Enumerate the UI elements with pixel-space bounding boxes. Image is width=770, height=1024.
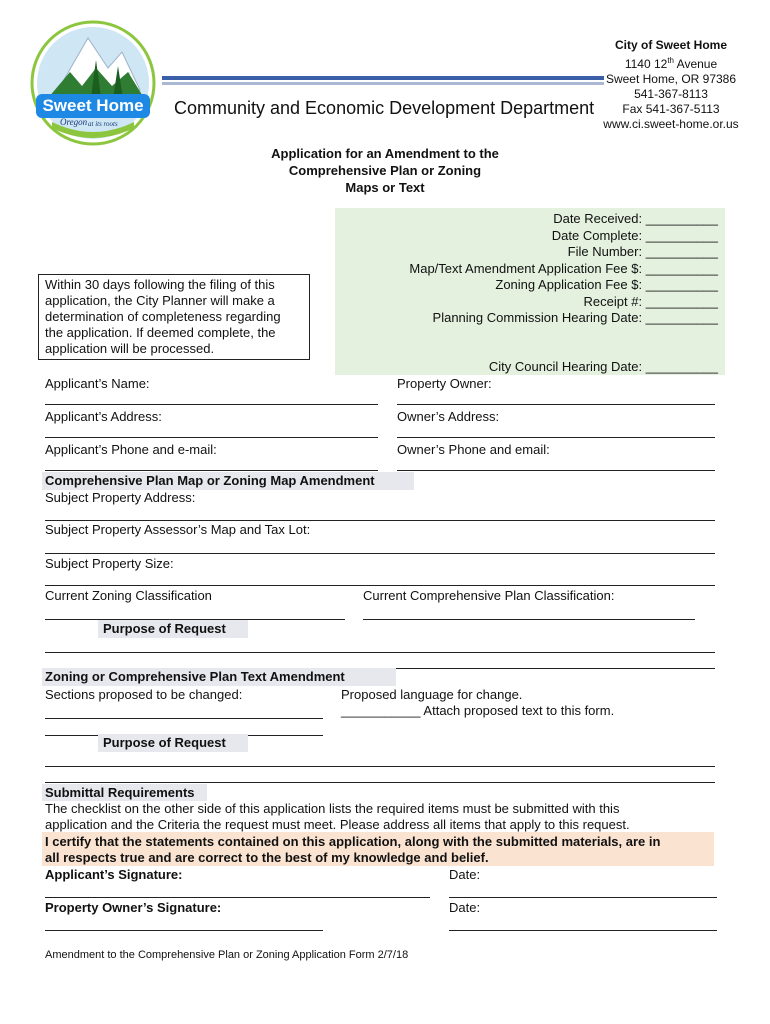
- city-logo: [30, 20, 156, 146]
- zoning-fee-field[interactable]: Zoning Application Fee $: __________: [495, 277, 718, 292]
- certification-line-1: I certify that the statements contained on this application, along with the submitted materials, are in: [45, 834, 661, 849]
- fax-number: Fax 541-367-5113: [622, 102, 720, 116]
- property-size-label: Subject Property Size:: [45, 556, 174, 571]
- submittal-heading: Submittal Requirements: [45, 785, 195, 800]
- department-title: Community and Economic Development Department: [174, 98, 595, 118]
- current-plan-line[interactable]: [363, 619, 695, 620]
- purpose-line-2a[interactable]: [45, 766, 715, 767]
- owner-line[interactable]: [397, 404, 715, 405]
- owner-address-line[interactable]: [397, 437, 715, 438]
- header-rule: [162, 76, 604, 80]
- phone-number: 541-367-8113: [634, 87, 708, 101]
- street-address: 1140 12th Avenue: [624, 56, 718, 71]
- map-text-fee-field[interactable]: Map/Text Amendment Application Fee $: __________: [409, 261, 718, 276]
- applicant-name-line[interactable]: [45, 404, 378, 405]
- applicant-signature-line[interactable]: [45, 897, 430, 898]
- date-line-2[interactable]: [449, 930, 717, 931]
- city-address-block: [596, 38, 746, 132]
- header-rule-light: [162, 82, 604, 85]
- website[interactable]: www.ci.sweet-home.or.us: [603, 117, 739, 131]
- current-zoning-label: Current Zoning Classification: [45, 588, 212, 603]
- subject-address-line[interactable]: [45, 520, 715, 521]
- planning-hearing-field[interactable]: Planning Commission Hearing Date: __________: [432, 310, 718, 325]
- footer-text: Amendment to the Comprehensive Plan or Zoning Application Form 2/7/18: [45, 949, 409, 961]
- logo-tagline: at its roots: [88, 120, 118, 128]
- applicant-address-label: Applicant’s Address:: [45, 409, 162, 424]
- owner-signature-line[interactable]: [45, 930, 323, 931]
- date-label-2: Date:: [449, 900, 481, 915]
- proposed-language-label: Proposed language for change.: [341, 687, 523, 702]
- submittal-para-1: The checklist on the other side of this application lists the required items must be submitted with this: [45, 801, 620, 816]
- date-line-1[interactable]: [449, 897, 717, 898]
- certification-line-2: all respects true and are correct to the best of my knowledge and belief.: [45, 850, 489, 865]
- purpose-line-2b[interactable]: [45, 782, 715, 783]
- owner-phone-label: Owner’s Phone and email:: [397, 442, 550, 457]
- applicant-name-label: Applicant’s Name:: [45, 376, 150, 391]
- property-size-line[interactable]: [45, 585, 715, 586]
- purpose-heading-2: Purpose of Request: [103, 735, 226, 750]
- logo-name: Sweet Home: [42, 96, 144, 115]
- receipt-field[interactable]: Receipt #: __________: [583, 294, 718, 309]
- purpose-heading-1: Purpose of Request: [103, 621, 226, 636]
- applicant-phone-line[interactable]: [45, 470, 378, 471]
- date-complete-field[interactable]: Date Complete: __________: [551, 228, 718, 243]
- current-plan-label: Current Comprehensive Plan Classification:: [363, 588, 615, 603]
- file-number-field[interactable]: File Number: __________: [567, 244, 718, 259]
- applicant-phone-label: Applicant’s Phone and e-mail:: [45, 442, 217, 457]
- assessor-map-label: Subject Property Assessor’s Map and Tax Lot:: [45, 522, 311, 537]
- city-name: City of Sweet Home: [614, 38, 728, 52]
- owner-signature-label: Property Owner’s Signature:: [45, 900, 222, 915]
- subject-address-label: Subject Property Address:: [45, 490, 196, 505]
- map-amendment-heading: Comprehensive Plan Map or Zoning Map Amendment: [45, 473, 375, 488]
- purpose-line-1a[interactable]: [45, 652, 715, 653]
- logo-subtitle: Oregon: [60, 117, 88, 127]
- submittal-para-2: application and the Criteria the request must meet. Please address all items that apply to this request.: [45, 817, 630, 832]
- owner-phone-line[interactable]: [397, 470, 715, 471]
- sections-label: Sections proposed to be changed:: [45, 687, 243, 702]
- city-state-zip: Sweet Home, OR 97386: [605, 72, 737, 86]
- form-title: Application for an Amendment to the Comprehensive Plan or Zoning Maps or Text: [271, 146, 499, 195]
- completeness-notice: Within 30 days following the filing of this application, the City Planner will make a determination of completeness regarding the application. If deemed complete, the application will be processed.: [38, 274, 310, 360]
- text-amendment-heading: Zoning or Comprehensive Plan Text Amendment: [45, 669, 345, 684]
- applicant-address-line[interactable]: [45, 437, 378, 438]
- attach-text-field[interactable]: ___________ Attach proposed text to this form.: [341, 703, 615, 718]
- owner-label: Property Owner:: [397, 376, 492, 391]
- sections-line-a[interactable]: [45, 718, 323, 719]
- assessor-map-line[interactable]: [45, 553, 715, 554]
- owner-address-label: Owner’s Address:: [397, 409, 500, 424]
- applicant-signature-label: Applicant’s Signature:: [45, 867, 183, 882]
- council-hearing-field[interactable]: City Council Hearing Date: __________: [488, 359, 718, 374]
- date-label-1: Date:: [449, 867, 481, 882]
- date-received-field[interactable]: Date Received: __________: [553, 211, 718, 226]
